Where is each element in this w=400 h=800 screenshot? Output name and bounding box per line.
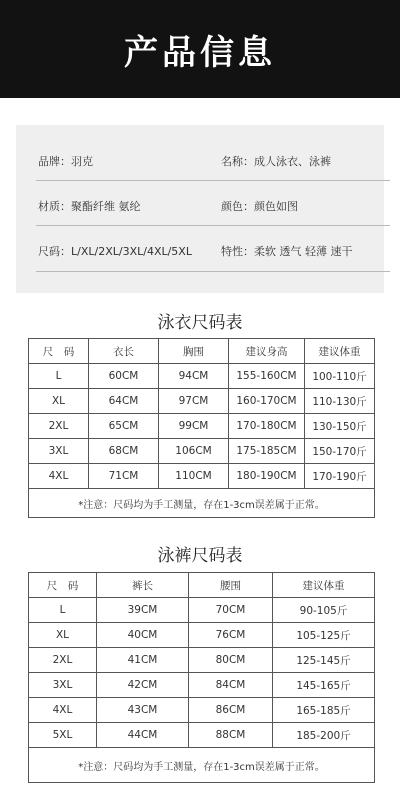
info-material: 材质：聚酯纤维 氨纶 [38, 200, 141, 213]
header-banner [0, 0, 400, 98]
column-header: 建议体重 [305, 339, 375, 364]
table-cell: L [29, 364, 89, 389]
table-row [29, 648, 375, 673]
table-header-row [29, 573, 375, 598]
table-cell: 76CM [189, 623, 273, 648]
table-note-row [29, 748, 375, 783]
table-cell: 185-200斤 [273, 723, 375, 748]
column-header: 裤长 [97, 573, 189, 598]
info-name: 名称：成人泳衣、泳裤 [221, 155, 331, 168]
table-cell: XL [29, 623, 97, 648]
column-header: 胸围 [159, 339, 229, 364]
table-cell: 105-125斤 [273, 623, 375, 648]
column-header: 衣长 [89, 339, 159, 364]
table-row [29, 673, 375, 698]
table-cell: 110CM [159, 464, 229, 489]
table-cell: 42CM [97, 673, 189, 698]
table-cell: 180-190CM [229, 464, 305, 489]
table-cell: 165-185斤 [273, 698, 375, 723]
table-cell: 130-150斤 [305, 414, 375, 439]
table-cell: XL [29, 389, 89, 414]
table-cell: 170-180CM [229, 414, 305, 439]
table-cell: 41CM [97, 648, 189, 673]
table-note-row [29, 489, 375, 518]
table-cell: 65CM [89, 414, 159, 439]
page-title: 产品信息 [124, 32, 276, 73]
table-row [29, 598, 375, 623]
table-cell: 97CM [159, 389, 229, 414]
table-cell: 155-160CM [229, 364, 305, 389]
table-row [29, 698, 375, 723]
column-header: 尺 码 [29, 339, 89, 364]
table-cell: L [29, 598, 97, 623]
table-row [29, 364, 375, 389]
info-features: 特性：柔软 透气 轻薄 速干 [221, 245, 353, 258]
table-cell: 88CM [189, 723, 273, 748]
info-divider [36, 225, 390, 226]
trunks-table-title: 泳裤尺码表 [157, 546, 243, 566]
table-cell: 170-190斤 [305, 464, 375, 489]
table-cell: 80CM [189, 648, 273, 673]
table-cell: 2XL [29, 414, 89, 439]
table-row [29, 389, 375, 414]
product-info-panel [16, 125, 384, 293]
table-cell: 70CM [189, 598, 273, 623]
info-brand: 品牌：羽克 [38, 155, 93, 168]
table-cell: 4XL [29, 464, 89, 489]
table-cell: 150-170斤 [305, 439, 375, 464]
table-cell: 4XL [29, 698, 97, 723]
column-header: 尺 码 [29, 573, 97, 598]
table-cell: 106CM [159, 439, 229, 464]
table-cell: 3XL [29, 439, 89, 464]
info-size: 尺码：L/XL/2XL/3XL/4XL/5XL [38, 245, 192, 258]
table-cell: 71CM [89, 464, 159, 489]
table-cell: 99CM [159, 414, 229, 439]
column-header: 建议身高 [229, 339, 305, 364]
table-note: *注意：尺码均为手工测量，存在1-3cm误差属于正常。 [29, 748, 375, 783]
table-row [29, 723, 375, 748]
table-cell: 94CM [159, 364, 229, 389]
table-cell: 175-185CM [229, 439, 305, 464]
table-cell: 43CM [97, 698, 189, 723]
table-cell: 68CM [89, 439, 159, 464]
table-cell: 90-105斤 [273, 598, 375, 623]
table-cell: 100-110斤 [305, 364, 375, 389]
swimsuit-size-table [28, 338, 375, 518]
table-row [29, 439, 375, 464]
swimsuit-table-title: 泳衣尺码表 [157, 313, 243, 333]
table-cell: 160-170CM [229, 389, 305, 414]
table-row [29, 623, 375, 648]
table-cell: 145-165斤 [273, 673, 375, 698]
table-note: *注意：尺码均为手工测量，存在1-3cm误差属于正常。 [29, 489, 375, 518]
table-row [29, 464, 375, 489]
column-header: 建议体重 [273, 573, 375, 598]
trunks-size-table [28, 572, 375, 783]
table-cell: 86CM [189, 698, 273, 723]
table-cell: 125-145斤 [273, 648, 375, 673]
table-cell: 60CM [89, 364, 159, 389]
column-header: 腰围 [189, 573, 273, 598]
table-cell: 84CM [189, 673, 273, 698]
table-cell: 64CM [89, 389, 159, 414]
info-color: 颜色：颜色如图 [221, 200, 298, 213]
table-header-row [29, 339, 375, 364]
info-divider [36, 271, 390, 272]
table-cell: 40CM [97, 623, 189, 648]
table-row [29, 414, 375, 439]
info-divider [36, 180, 390, 181]
table-cell: 110-130斤 [305, 389, 375, 414]
table-cell: 2XL [29, 648, 97, 673]
table-cell: 44CM [97, 723, 189, 748]
table-cell: 5XL [29, 723, 97, 748]
table-cell: 3XL [29, 673, 97, 698]
table-cell: 39CM [97, 598, 189, 623]
